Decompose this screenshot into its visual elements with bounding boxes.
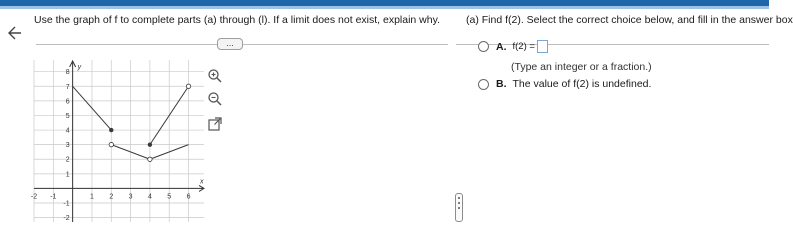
y-tick-label: 1 <box>65 171 70 179</box>
back-arrow-icon[interactable] <box>6 24 24 42</box>
x-tick-label: -1 <box>50 193 57 201</box>
x-tick-label: 5 <box>167 193 172 201</box>
answer-hint: (Type an integer or a fraction.) <box>511 61 652 73</box>
external-link-icon[interactable] <box>207 116 223 132</box>
y-tick-label: -1 <box>63 200 70 208</box>
zoom-out-icon[interactable] <box>207 91 223 107</box>
x-tick-label: -2 <box>30 193 38 201</box>
open-point <box>148 157 152 161</box>
x-axis-label: x <box>200 178 204 186</box>
choice-a[interactable] <box>478 40 548 53</box>
choice-a-expression: f(2) = <box>512 41 535 52</box>
x-tick-label: 3 <box>128 193 133 201</box>
choice-a-radio[interactable] <box>478 41 489 52</box>
answer-input-box[interactable] <box>537 40 548 53</box>
closed-point <box>148 142 152 146</box>
y-tick-label: 5 <box>65 112 70 120</box>
choice-a-letter: A. <box>496 40 507 53</box>
choice-b-text: The value of f(2) is undefined. <box>512 78 652 90</box>
open-point <box>186 84 190 88</box>
choice-b[interactable] <box>478 78 651 90</box>
y-tick-label: -2 <box>63 215 70 223</box>
top-accent-bar-light <box>0 6 769 9</box>
panel-resize-handle[interactable] <box>455 193 463 222</box>
y-tick-label: 2 <box>65 156 70 164</box>
question-text: Use the graph of f to complete parts (a) through (l). If a limit does not exist, explain why. <box>34 14 440 26</box>
y-tick-label: 8 <box>65 69 70 77</box>
x-tick-label: 2 <box>109 193 114 201</box>
y-tick-label: 7 <box>65 83 70 91</box>
x-tick-label: 6 <box>186 193 191 201</box>
choice-b-letter: B. <box>496 78 507 90</box>
part-a-header: (a) Find f(2). Select the correct choice below, and fill in the answer box <box>466 14 793 26</box>
x-tick-label: 4 <box>147 193 152 201</box>
choice-b-radio[interactable] <box>478 79 489 90</box>
closed-point <box>109 128 113 132</box>
zoom-in-icon[interactable] <box>207 68 223 84</box>
y-tick-label: 4 <box>65 127 70 135</box>
y-axis-label: y <box>77 64 82 71</box>
function-graph <box>30 60 204 223</box>
y-tick-label: 6 <box>65 98 70 106</box>
more-button[interactable]: ... <box>217 38 243 50</box>
x-tick-label: 1 <box>90 193 94 201</box>
y-tick-label: 3 <box>65 142 70 150</box>
open-point <box>109 142 113 146</box>
